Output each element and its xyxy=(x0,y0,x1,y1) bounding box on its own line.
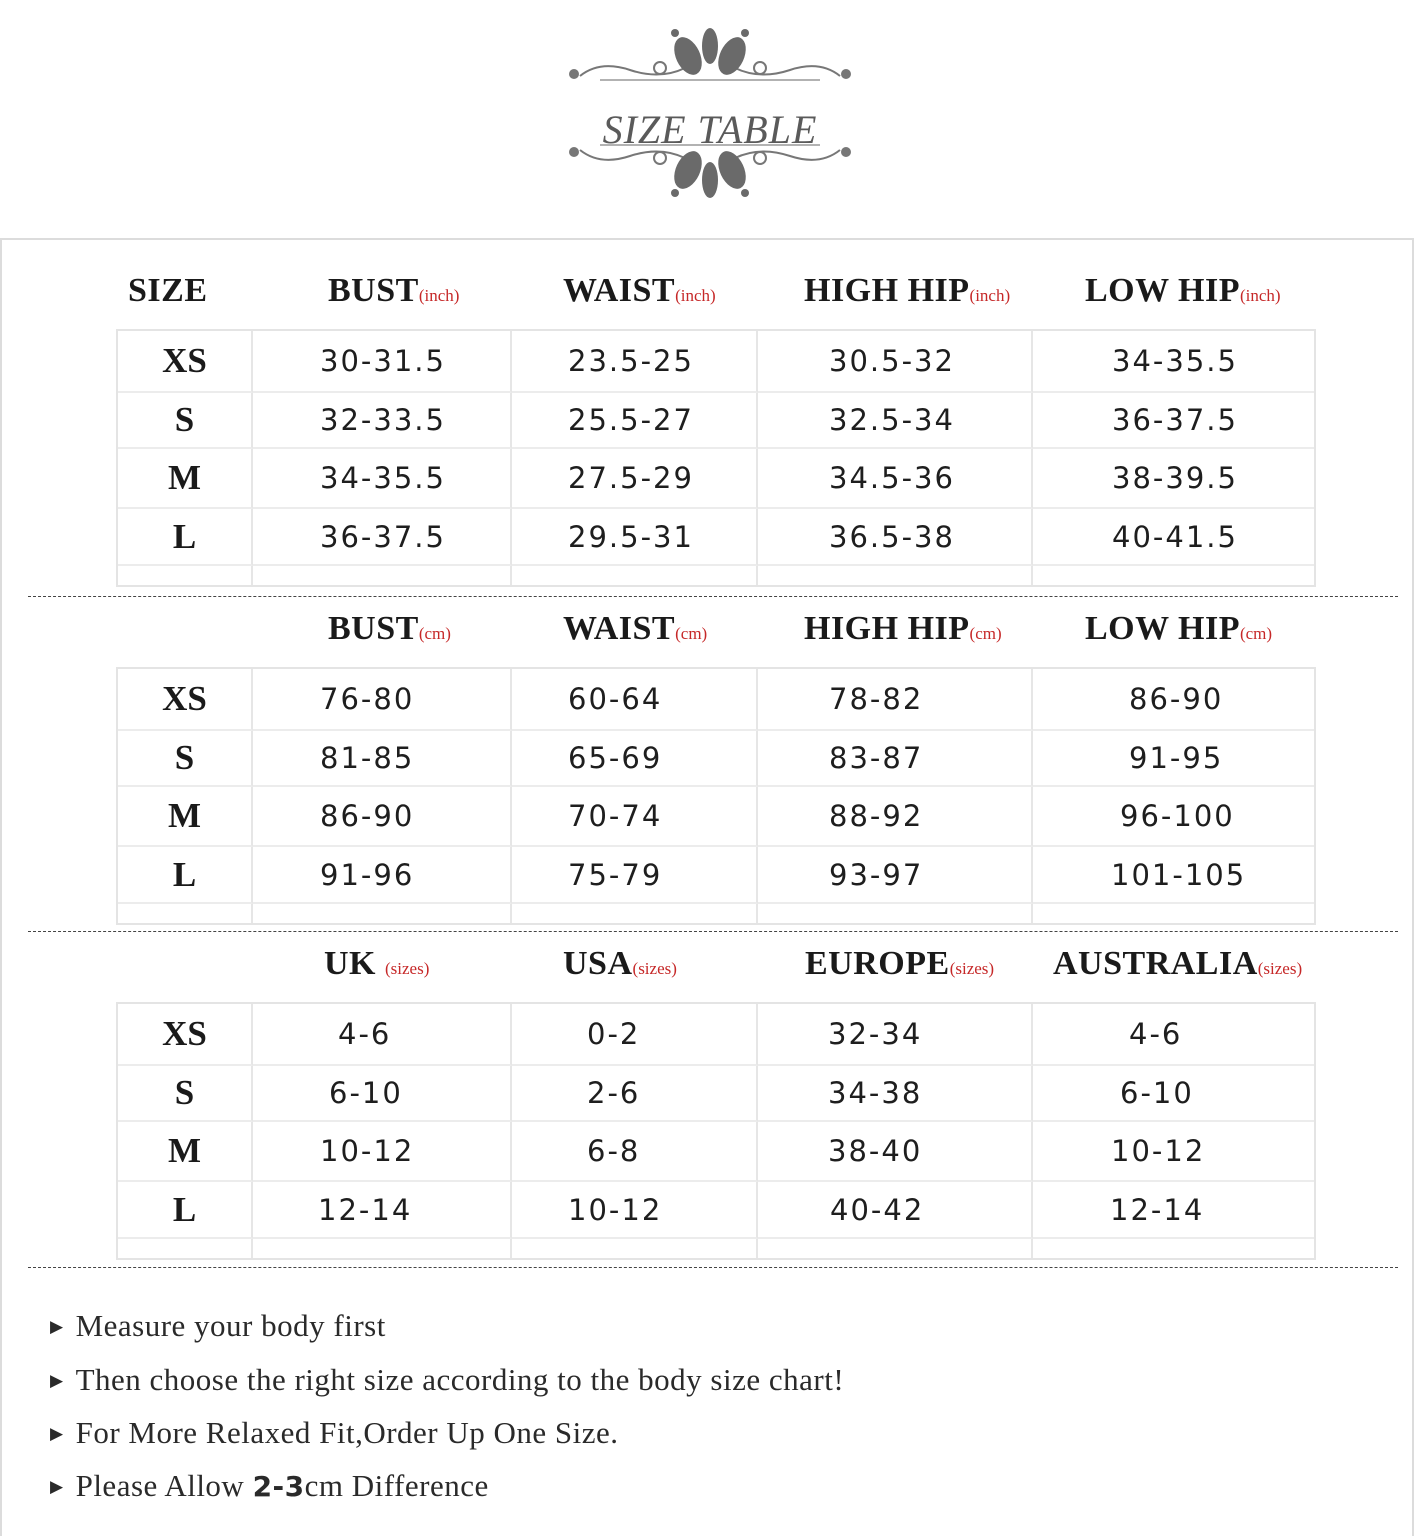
table-cell: 10-12 xyxy=(253,1122,512,1182)
logo-title: SIZE TABLE xyxy=(602,107,818,152)
dashed-divider xyxy=(28,596,1398,597)
table-cell: 36-37.5 xyxy=(253,509,512,566)
table-cell: 29.5-31 xyxy=(512,509,758,566)
table-cell: 27.5-29 xyxy=(512,449,758,509)
table-cell xyxy=(1033,566,1314,585)
header-waist-inch: WAIST(inch) xyxy=(563,272,716,309)
table-cell: 86-90 xyxy=(253,787,512,847)
table-cell: 93-97 xyxy=(758,847,1033,904)
table-cell: 0-2 xyxy=(512,1004,758,1066)
table-cell: 60-64 xyxy=(512,669,758,731)
table-cell: 30.5-32 xyxy=(758,331,1033,393)
table-cell: 38-40 xyxy=(758,1122,1033,1182)
table-cell: 6-10 xyxy=(1033,1066,1314,1122)
size-cell: XS xyxy=(118,331,253,393)
header-australia: AUSTRALIA(sizes) xyxy=(1053,945,1303,982)
table-cell xyxy=(118,566,253,585)
size-cell: XS xyxy=(118,1004,253,1066)
size-cell: L xyxy=(118,847,253,904)
international-size-table xyxy=(116,1002,1316,1260)
table-cell: 30-31.5 xyxy=(253,331,512,393)
table-cell: 34-38 xyxy=(758,1066,1033,1122)
size-cell: L xyxy=(118,509,253,566)
table-cell xyxy=(512,566,758,585)
table-cell xyxy=(1033,904,1314,923)
table-cell: 4-6 xyxy=(253,1004,512,1066)
table-cell: 23.5-25 xyxy=(512,331,758,393)
table-cell: 6-8 xyxy=(512,1122,758,1182)
table-cell: 32-33.5 xyxy=(253,393,512,449)
table-cell: 6-10 xyxy=(253,1066,512,1122)
table-cell: 91-95 xyxy=(1033,731,1314,787)
table-cell: 36-37.5 xyxy=(1033,393,1314,449)
table-cell: 2-6 xyxy=(512,1066,758,1122)
dashed-divider xyxy=(28,1267,1398,1268)
table-cell xyxy=(253,566,512,585)
table-cell: 34.5-36 xyxy=(758,449,1033,509)
table-cell: 34-35.5 xyxy=(1033,331,1314,393)
table-cell: 40-41.5 xyxy=(1033,509,1314,566)
size-cell: XS xyxy=(118,669,253,731)
table-cell xyxy=(758,566,1033,585)
header-size: SIZE xyxy=(128,272,208,309)
size-cell: S xyxy=(118,731,253,787)
table-cell xyxy=(512,1239,758,1258)
table-cell: 32-34 xyxy=(758,1004,1033,1066)
table-cell xyxy=(118,1239,253,1258)
note-item: ▶ Then choose the right size according to the body size chart! xyxy=(50,1362,845,1397)
header-waist-cm: WAIST(cm) xyxy=(563,610,708,647)
header-bust-cm: BUST(cm) xyxy=(328,610,451,647)
header-high-hip-inch: HIGH HIP(inch) xyxy=(804,272,1011,309)
table-cell: 81-85 xyxy=(253,731,512,787)
table-cell: 65-69 xyxy=(512,731,758,787)
size-cell: M xyxy=(118,449,253,509)
size-table-logo xyxy=(560,18,860,208)
triangle-bullet-icon: ▶ xyxy=(50,1477,64,1496)
triangle-bullet-icon: ▶ xyxy=(50,1317,64,1336)
header-uk: UK (sizes) xyxy=(324,945,430,982)
table-cell xyxy=(758,904,1033,923)
size-cell: L xyxy=(118,1182,253,1239)
size-cell: M xyxy=(118,787,253,847)
table-cell: 12-14 xyxy=(1033,1182,1314,1239)
table-cell: 101-105 xyxy=(1033,847,1314,904)
table-cell: 86-90 xyxy=(1033,669,1314,731)
table-cell xyxy=(1033,1239,1314,1258)
table-cell: 25.5-27 xyxy=(512,393,758,449)
triangle-bullet-icon: ▶ xyxy=(50,1371,64,1390)
table-cell xyxy=(118,904,253,923)
table-cell: 96-100 xyxy=(1033,787,1314,847)
table-cell: 76-80 xyxy=(253,669,512,731)
table-cell: 88-92 xyxy=(758,787,1033,847)
header-europe: EUROPE(sizes) xyxy=(805,945,995,982)
table-cell: 4-6 xyxy=(1033,1004,1314,1066)
table-cell: 91-96 xyxy=(253,847,512,904)
note-item: ▶ For More Relaxed Fit,Order Up One Size. xyxy=(50,1415,619,1450)
table-cell xyxy=(512,904,758,923)
cm-table xyxy=(116,667,1316,925)
inch-table xyxy=(116,329,1316,587)
table-cell: 12-14 xyxy=(253,1182,512,1239)
size-cell: S xyxy=(118,393,253,449)
note-item: ▶ Please Allow 2-3cm Difference xyxy=(50,1468,489,1503)
table-cell: 10-12 xyxy=(512,1182,758,1239)
table-cell: 34-35.5 xyxy=(253,449,512,509)
size-cell: S xyxy=(118,1066,253,1122)
table-cell: 70-74 xyxy=(512,787,758,847)
note-item: ▶ Measure your body first xyxy=(50,1308,386,1343)
table-cell xyxy=(758,1239,1033,1258)
table-cell xyxy=(253,904,512,923)
table-cell: 10-12 xyxy=(1033,1122,1314,1182)
table-cell xyxy=(253,1239,512,1258)
table-cell: 38-39.5 xyxy=(1033,449,1314,509)
header-low-hip-cm: LOW HIP(cm) xyxy=(1085,610,1273,647)
table-cell: 83-87 xyxy=(758,731,1033,787)
table-cell: 32.5-34 xyxy=(758,393,1033,449)
header-usa: USA(sizes) xyxy=(563,945,677,982)
header-high-hip-cm: HIGH HIP(cm) xyxy=(804,610,1002,647)
header-bust-inch: BUST(inch) xyxy=(328,272,460,309)
triangle-bullet-icon: ▶ xyxy=(50,1424,64,1443)
table-cell: 36.5-38 xyxy=(758,509,1033,566)
dashed-divider xyxy=(28,931,1398,932)
table-cell: 78-82 xyxy=(758,669,1033,731)
header-low-hip-inch: LOW HIP(inch) xyxy=(1085,272,1281,309)
table-cell: 40-42 xyxy=(758,1182,1033,1239)
table-cell: 75-79 xyxy=(512,847,758,904)
size-cell: M xyxy=(118,1122,253,1182)
